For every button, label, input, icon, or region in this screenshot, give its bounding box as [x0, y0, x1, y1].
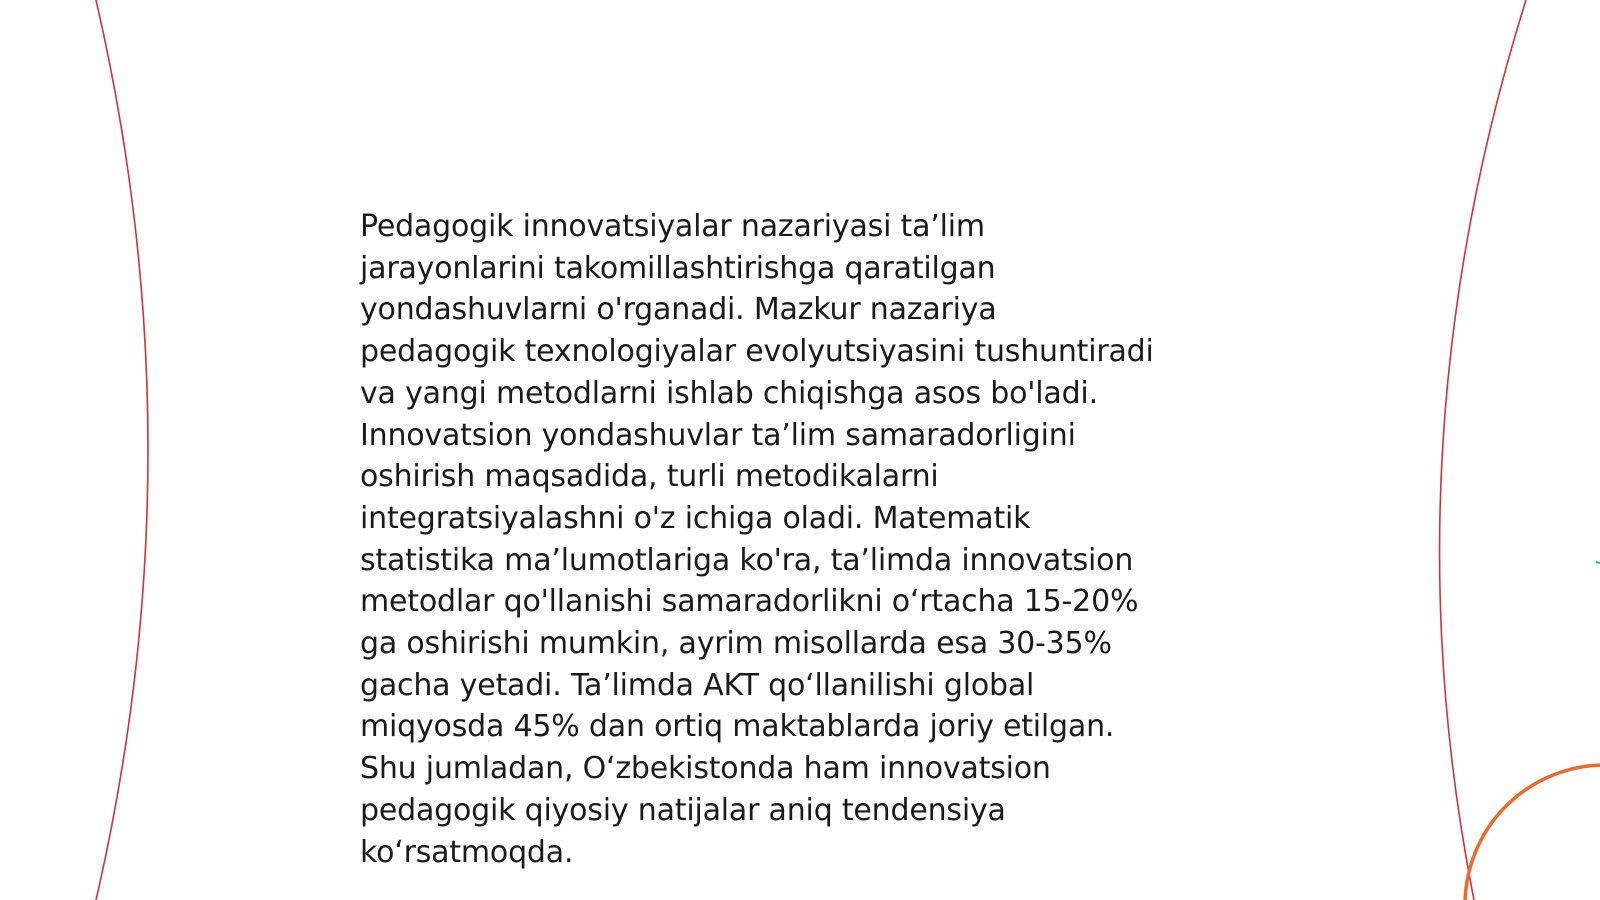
right-curve-line: [1440, 0, 1526, 900]
text-line-12: gacha yetadi. Ta’limda AKT qo‘llanilishi global: [360, 667, 1035, 703]
text-line-5: va yangi metodlarni ishlab chiqishga asos bo'ladi.: [360, 375, 1098, 411]
text-line-15: pedagogik qiyosiy natijalar aniq tendensiya: [360, 792, 1006, 828]
text-line-10: metodlar qo'llanishi samaradorlikni o‘rtacha 15-20%: [360, 584, 1139, 620]
text-line-14: Shu jumladan, O‘zbekistonda ham innovatsion: [360, 751, 1051, 787]
orange-circle-outline: [1465, 765, 1600, 900]
body-paragraph: [360, 206, 1240, 873]
text-line-4: pedagogik texnologiyalar evolyutsiyasini tushuntiradi: [360, 334, 1154, 370]
text-line-13: miqyosda 45% dan ortiq maktablarda joriy etilgan.: [360, 709, 1115, 745]
teal-accent-mark: [1596, 562, 1600, 563]
left-curve-line: [96, 0, 148, 900]
text-line-2: jarayonlarini takomillashtirishga qaratilgan: [360, 250, 996, 286]
text-line-11: ga oshirishi mumkin, ayrim misollarda esa 30-35%: [360, 626, 1112, 662]
text-line-1: Pedagogik innovatsiyalar nazariyasi ta’lim: [360, 209, 985, 244]
text-line-9: statistika ma’lumotlariga ko'ra, ta’limda innovatsion: [360, 542, 1134, 578]
text-line-16: ko‘rsatmoqda.: [360, 834, 574, 870]
text-line-6: Innovatsion yondashuvlar ta’lim samaradorligini: [360, 417, 1076, 453]
text-line-8: integratsiyalashni o'z ichiga oladi. Matematik: [360, 500, 1031, 536]
text-line-3: yondashuvlarni o'rganadi. Mazkur nazariya: [360, 292, 997, 328]
text-line-7: oshirish maqsadida, turli metodikalarni: [360, 459, 939, 495]
